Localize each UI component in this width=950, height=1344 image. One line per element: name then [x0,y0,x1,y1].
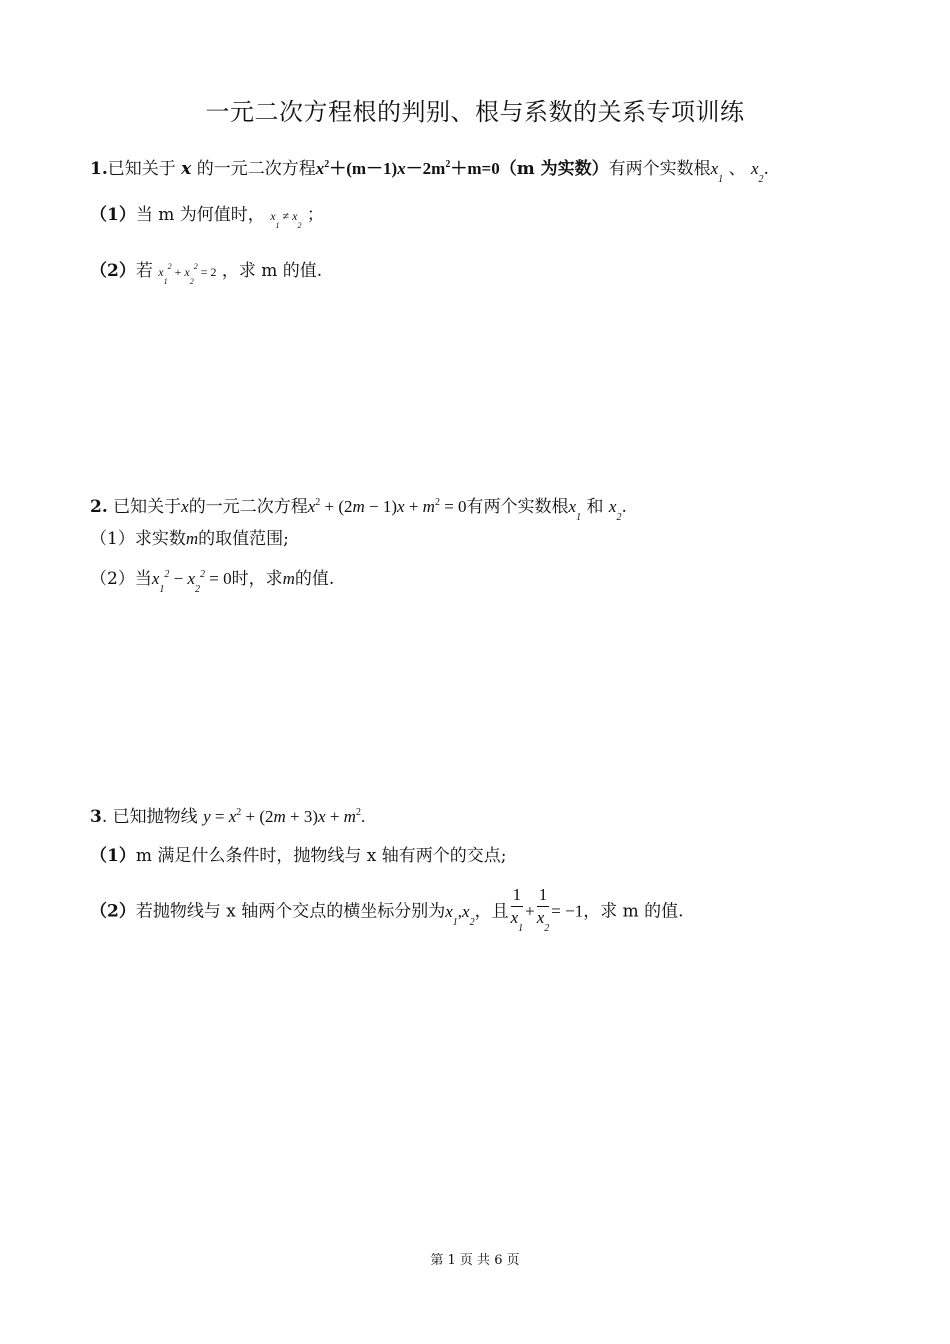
q2-p1-end: 的取值范围; [198,529,289,549]
q1-sep: 、 [728,159,746,179]
q3-p2-mid: ，且 [474,901,509,922]
q3-dot: . [101,807,108,827]
q2-text3: 有两个实数根 [466,497,569,517]
question-3-part-2 [90,884,684,940]
q1-var: x [181,159,192,179]
q2-p1-label: （1） [90,529,135,549]
q2-p2-text: 当 [134,569,152,589]
question-3-stem [90,802,365,828]
page-title: 一元二次方程根的判别、根与系数的关系专项训练 [205,98,745,126]
question-2-part-2 [90,564,334,601]
q3-p2-text: 若抛物线与 x 轴两个交点的横坐标分别为 [135,901,446,922]
q2-p2-math: $x_1^2 - x_2^2 = 0$ [151,569,232,595]
q1-p1-end: ； [306,205,324,225]
q2-text1: 已知关于 [113,497,182,517]
q1-end: . [763,159,769,179]
q3-fraction-2: $\frac{1}{x_2}$ [536,885,550,934]
q1-p2-math: $x_1^2 + x_2^2 = 2$ [158,262,217,286]
question-2-part-1 [90,528,289,550]
q3-p1-text: m 满足什么条件时，抛物线与 x 轴有两个的交点; [135,846,507,866]
q2-equation: $x^2 + (2m - 1)x + m^2 = 0$ [307,497,467,516]
q2-p2-var: m [282,569,295,588]
q3-fraction-1: $\frac{1}{x_1}$ [510,885,524,934]
q3-p2-label: （2） [90,901,136,922]
q1-paren: （m 为实数） [499,159,609,179]
q2-root1: $x_1$ [568,497,582,523]
q2-p2-mid: 时，求 [231,569,283,589]
q2-root2: $x_2$ [608,497,622,523]
question-1-number: 1. [90,159,108,179]
q1-p1-math: $x_1 \ne x_2$ [270,209,302,230]
q1-p2-label: （2） [90,261,136,281]
page-footer: 第 1 页 共 6 页 [430,1253,520,1268]
q1-p2-text: 若 [135,261,153,281]
q3-text1: 已知抛物线 [112,807,198,827]
q2-p2-label: （2） [90,569,135,589]
question-1-part-1 [90,204,324,237]
q1-root1: $x_1$ [710,159,724,185]
q2-var: x [181,497,189,516]
q2-end: . [621,497,627,517]
q3-equation: $y = x^2 + (2m + 3)x + m^2$. [203,807,366,826]
q3-plus: + [525,901,535,921]
q2-p2-end: 的值. [294,569,335,589]
q1-p2-end: ，求 m 的值. [221,261,323,281]
question-2-stem [90,492,627,529]
question-1-part-2 [90,256,322,293]
q2-text2: 的一元二次方程 [188,497,308,517]
question-2-number: 2. [90,497,108,517]
question-3-part-1 [90,845,507,867]
q2-and: 和 [586,497,604,517]
q1-text1: 已知关于 [107,159,176,179]
q3-p2-end: ，求 m 的值. [583,901,684,922]
question-1-stem [90,154,769,191]
q3-p2-roots: $x_1,x_2$ [445,901,475,928]
question-3-number: 3 [90,807,102,827]
q1-p1-label: （1） [90,205,136,225]
q3-eq-rhs: = −1 [551,901,584,921]
q3-p1-label: （1） [90,846,136,866]
q1-text3: 有两个实数根 [608,159,711,179]
q1-root2: $x_2$ [750,159,764,185]
q1-equation: $x^2+(m-1)x-2m^2+m=0$ [315,159,500,178]
q1-text2: 的一元二次方程 [196,159,316,179]
q1-p1-text: 当 m 为何值时， [135,205,265,225]
q2-p1-text: 求实数 [134,529,186,549]
q2-p1-var: m [185,529,199,548]
